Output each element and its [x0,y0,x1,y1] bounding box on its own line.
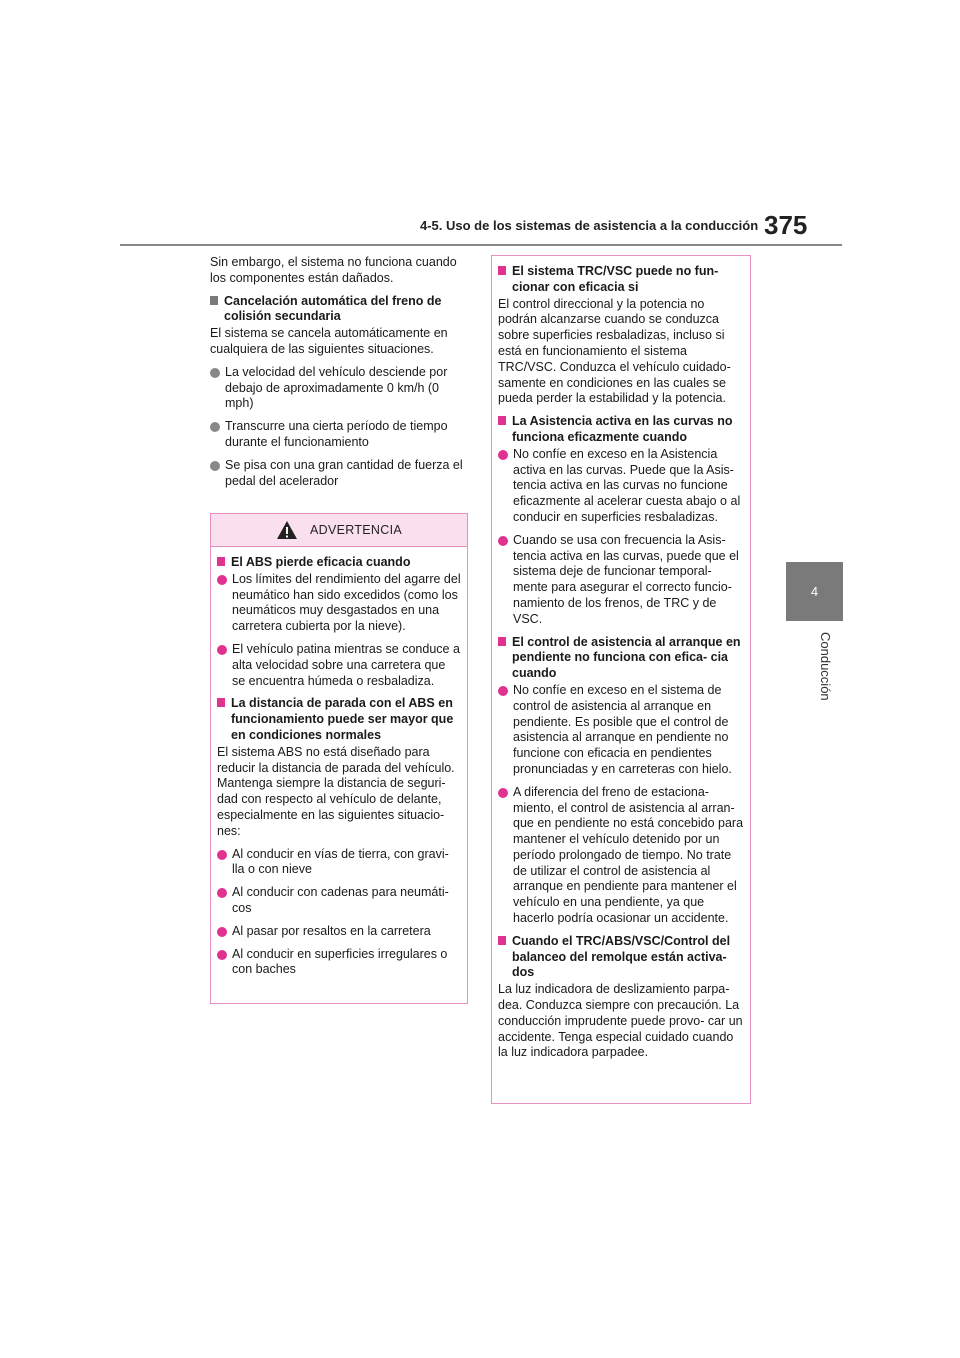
chapter-number: 4 [810,584,819,599]
square-bullet-icon [210,296,218,305]
circle-bullet-icon [210,368,220,378]
list-item [210,419,468,451]
circle-bullet-icon [498,788,508,798]
circle-bullet-icon [498,686,508,696]
warning-heading-text: El ABS pierde eficacia cuando [231,555,411,569]
list-item [217,947,461,979]
warning-heading-text: La Asistencia activa en las curvas no funciona eficazmente cuando [512,414,733,444]
list-item [217,885,461,917]
warning-paragraph: La luz indicadora de deslizamiento parpa- dea. Conduzca siempre con precaución. La conducción imprudente puede provo- car un accidente. Tenga especial cuidado cuando la luz indicadora parpadee. [498,982,743,1060]
list-item [217,847,461,879]
list-item-text: No confíe en exceso en el sistema de control de asistencia al arranque en pendiente. Es posible que el control de asistencia al arranque en pendiente no funcione con eficacia en pendientes pronunciadas y en carreteras con hielo. [513,682,732,776]
warning-heading [498,635,744,682]
circle-bullet-icon [498,536,508,546]
list-item-text: La velocidad del vehículo desciende por debajo de aproximadamente 0 km/h (0 mph) [225,364,448,411]
warning-paragraph: El control direccional y la potencia no podrán alcanzarse cuando se conduzca sobre superficies resbaladizas, incluso si está en funcionamiento el sistema TRC/VSC. Conduzca el vehículo cuidado- samente en condiciones en las cuales se pueda perder la estabilidad y la potencia. [498,296,731,406]
list-item [498,447,744,526]
list-item [498,683,744,778]
list-item-text: No confíe en exceso en la Asistencia activa en las curvas. Puede que la Asis- tencia activa en las curvas no funcione eficazmente al acelerar cuesta abajo o al conducir en superficies resbaladizas. [513,446,741,524]
list-item [210,365,468,412]
list-item-text: Al pasar por resaltos en la carretera [232,923,431,938]
warning-heading-text: La distancia de parada con el ABS en funcionamiento puede ser mayor que en condiciones normales [231,696,454,742]
warning-heading [217,696,461,743]
square-bullet-icon [217,557,225,566]
section-title: 4-5. Uso de los sistemas de asistencia a la conducción [420,218,759,233]
warning-heading-text: El sistema TRC/VSC puede no fun- cionar con eficacia si [512,264,719,294]
circle-bullet-icon [217,888,227,898]
warning-triangle-icon [276,520,298,540]
square-bullet-icon [498,936,506,945]
list-item-text: Se pisa con una gran cantidad de fuerza el pedal del acelerador [225,457,463,488]
circle-bullet-icon [217,575,227,585]
square-bullet-icon [498,266,506,275]
warning-heading [498,414,744,446]
circle-bullet-icon [210,422,220,432]
circle-bullet-icon [217,850,227,860]
intro-paragraph: Sin embargo, el sistema no funciona cuando los componentes están dañados. [210,255,457,285]
chapter-tab [786,562,843,621]
square-bullet-icon [498,637,506,646]
circle-bullet-icon [217,645,227,655]
list-item-text: Cuando se usa con frecuencia la Asis- tencia activa en las curvas, puede que el sistema deje de funcionar temporal- mente para asegurar el correcto funcio- namiento de los frenos, de TRC y de VSC. [513,532,739,626]
warning-heading-text: Cuando el TRC/ABS/VSC/Control del balanceo del remolque están activa- dos [512,933,731,980]
square-bullet-icon [498,416,506,425]
section-heading [210,294,468,326]
list-item [498,533,744,628]
warning-body [211,547,467,978]
warning-title: ADVERTENCIA [310,523,402,537]
section-paragraph: El sistema se cancela automáticamente en cualquiera de las siguientes situaciones. [210,326,448,356]
chapter-label: Conducción [818,632,833,701]
left-column [210,255,468,496]
list-item [217,642,461,689]
list-item-text: Al conducir con cadenas para neumáti- cos [232,885,449,915]
circle-bullet-icon [498,450,508,460]
warning-heading [217,555,461,571]
header-divider [120,244,842,246]
square-bullet-icon [217,698,225,707]
circle-bullet-icon [217,950,227,960]
list-item-text: El vehículo patina mientras se conduce a alta velocidad sobre una carretera que se encuentra húmeda o resbaladiza. [232,641,460,688]
circle-bullet-icon [217,927,227,937]
page-number: 375 [764,210,808,240]
list-item-text: Al conducir en superficies irregulares o con baches [232,946,448,977]
list-item-text: Al conducir en vías de tierra, con gravi- lla o con nieve [232,846,449,877]
list-item [498,785,744,927]
warning-heading-text: El control de asistencia al arranque en pendiente no funciona con efica- cia cuando [512,634,741,681]
warning-paragraph: El sistema ABS no está diseñado para reducir la distancia de parada del vehículo. Mantenga siempre la distancia de seguri- dad con respecto al vehículo de delante, especialmente en las siguientes situacio- nes: [217,744,455,838]
warning-box [210,513,468,1004]
list-item [217,572,461,635]
list-item-text: A diferencia del freno de estaciona- miento, el control de asistencia al arran- que en pendiente no está concebido para mantener el vehículo detenido por un período prolongado de tiempo. No trate de utilizar el control de asistencia al arranque en pendiente para mantener el vehículo en una pendiente, ya que hacerlo podría ocasionar un accidente. [513,784,744,926]
warning-header [211,514,467,547]
warning-heading [498,264,744,296]
list-item-text: Transcurre una cierta período de tiempo durante el funcionamiento [225,419,448,449]
circle-bullet-icon [210,461,220,471]
list-item [210,458,468,490]
section-heading-text: Cancelación automática del freno de colisión secundaria [224,293,442,324]
right-warning-box [491,255,751,1104]
list-item [217,924,461,940]
warning-heading [498,934,744,981]
list-item-text: Los límites del rendimiento del agarre del neumático han sido excedidos (como los neumáticos muy desgastados en una carretera cubierta por la nieve). [232,571,461,634]
